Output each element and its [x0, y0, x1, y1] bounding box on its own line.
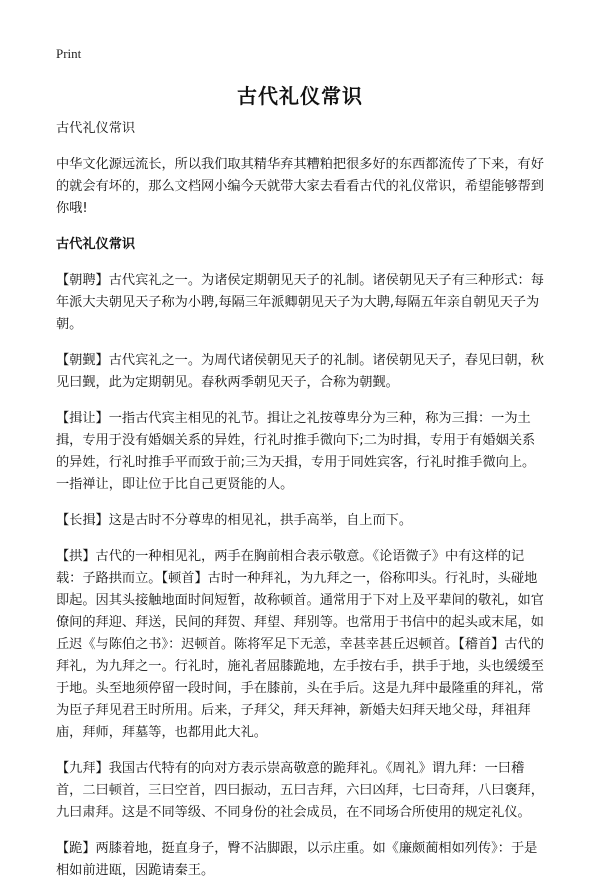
article-subtitle: 古代礼仪常识	[56, 121, 136, 136]
paragraph-chaojin: 【朝觐】古代宾礼之一。为周代诸侯朝见天子的礼制。诸侯朝见天子，春见曰朝，秋见曰觐，此为定期朝见。春秋两季朝见天子，合称为朝觐。	[56, 353, 544, 390]
paragraph-gong: 【拱】古代的一种相见礼，两手在胸前相合表示敬意。《论语微子》中有这样的记载：子路拱而立。【顿首】古时一种拜礼，为九拜之一，俗称叩头。行礼时，头碰地即起。因其头接触地面时间短暂，故称顿首。通常用于下对上及平辈间的敬礼，如官僚间的拜迎、拜送，民间的拜贺、拜望、拜别等。也常用于书信中的起头或末尾，如丘迟《与陈伯之书》：迟顿首。陈将军足下无恙，幸甚幸甚丘迟顿首。【稽首】古代的拜礼，为九拜之一。行礼时，施礼者屈膝跪地，左手按右手，拱手于地，头也缓缓至于地。头至地须停留一段时间，手在膝前，头在手后。这是九拜中最隆重的拜礼，常为臣子拜见君王时所用。后来，子拜父，拜天拜神，新婚夫妇拜天地父母，拜祖拜庙，拜师，拜墓等，也都用此大礼。	[56, 549, 544, 740]
paragraph-jiubai: 【九拜】我国古代特有的向对方表示崇高敬意的跪拜礼。《周礼》谓九拜：一曰稽首，二曰顿首，三曰空首，四曰振动，五曰吉拜，六曰凶拜，七曰奇拜，八曰褒拜，九曰肃拜。这是不同等级、不同身份的社会成员，在不同场合所使用的规定礼仪。	[56, 761, 544, 820]
page-title: 古代礼仪常识	[237, 84, 363, 108]
paragraph-chaopin: 【朝聘】古代宾礼之一。为诸侯定期朝见天子的礼制。诸侯朝见天子有三种形式：每年派大夫朝见天子称为小聘,每隔三年派卿朝见天子为大聘,每隔五年亲自朝见天子为朝。	[56, 273, 544, 332]
paragraph-yirang: 【揖让】一指古代宾主相见的礼节。揖让之礼按尊卑分为三种，称为三揖：一为土揖，专用于没有婚姻关系的异姓，行礼时推手微向下;二为时揖，专用于有婚姻关系的异姓，行礼时推手平而致于前;三为天揖，专用于同姓宾客，行礼时推手微向上。一指禅让，即让位于比自己更贤能的人。	[56, 411, 536, 492]
intro-paragraph: 中华文化源远流长，所以我们取其精华弃其糟粕把很多好的东西都流传了下来，有好的就会有坏的，那么文档网小编今天就带大家去看看古代的礼仪常识，希望能够帮到你哦!	[56, 157, 544, 216]
print-link[interactable]: Print	[56, 46, 82, 61]
paragraph-changyi: 【长揖】这是古时不分尊卑的相见礼，拱手高举，自上而下。	[56, 513, 413, 528]
paragraph-gui: 【跪】两膝着地，挺直身子，臀不沾脚跟，以示庄重。如《廉颇蔺相如列传》：于是相如前进瓯，因跪请秦王。	[56, 841, 538, 878]
article-body	[56, 118, 548, 896]
section-heading: 古代礼仪常识	[56, 237, 136, 252]
